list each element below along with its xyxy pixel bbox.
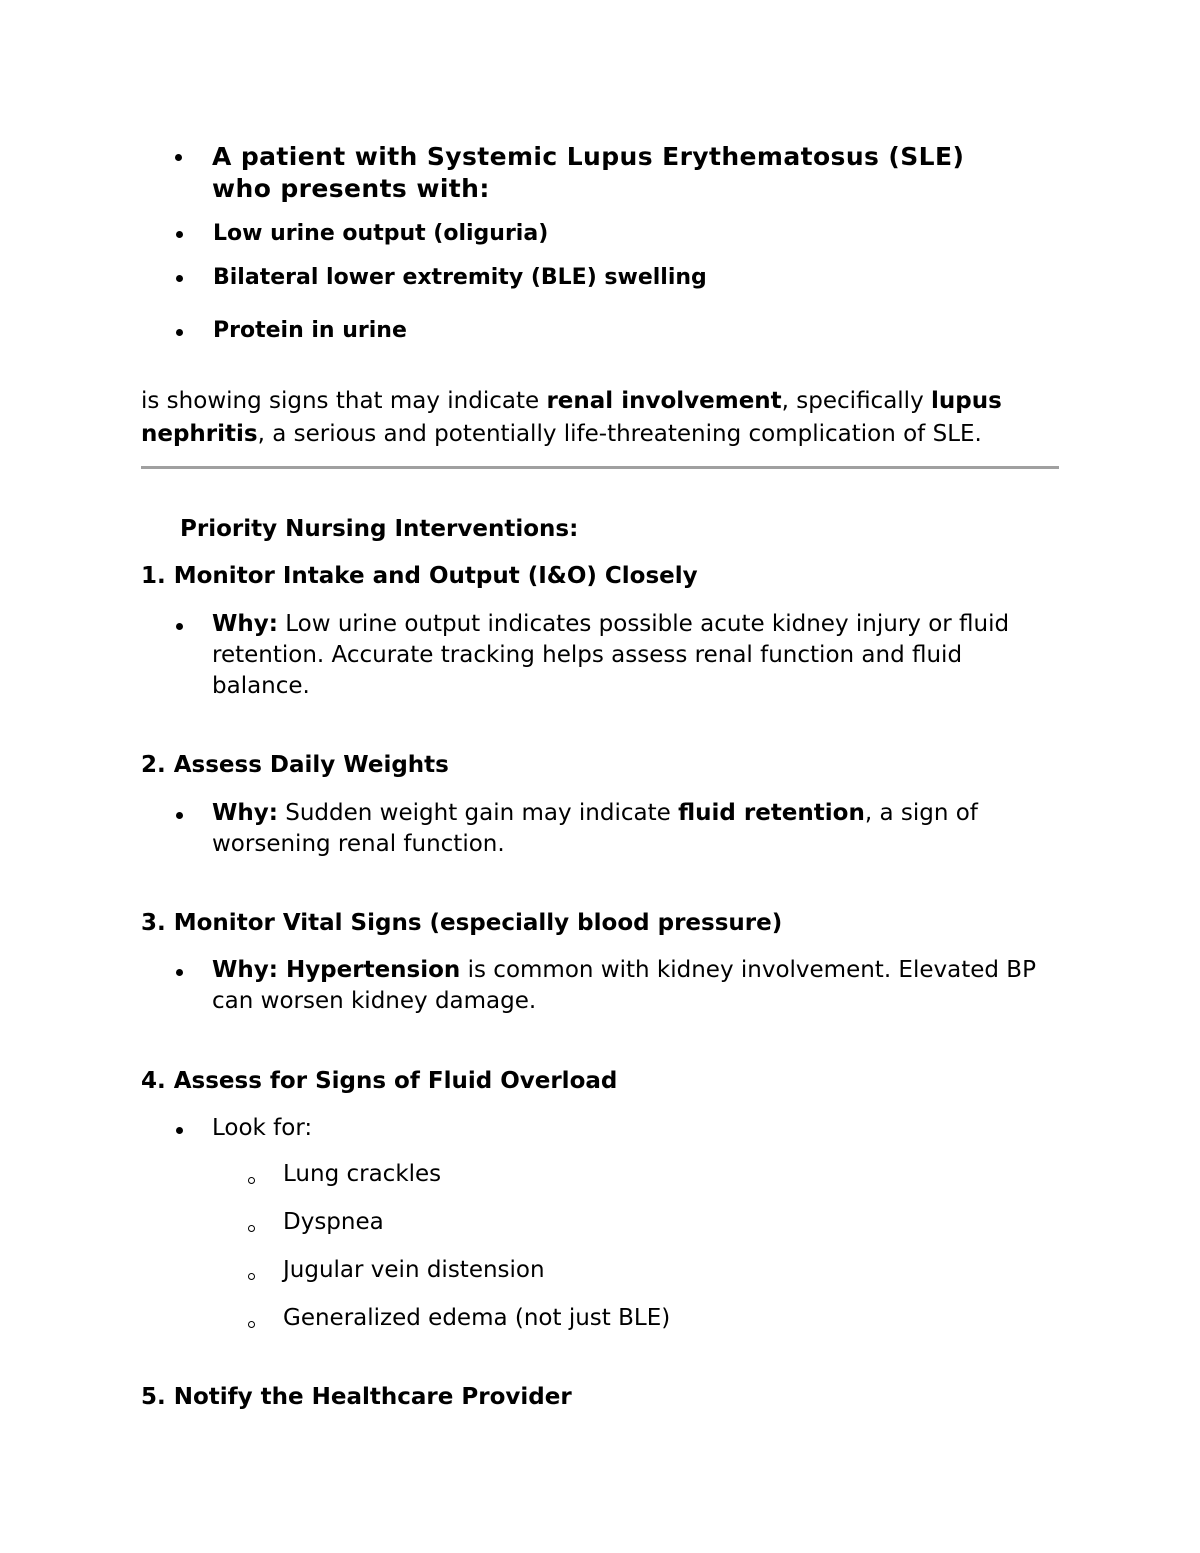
intervention-2-line1 (212, 800, 978, 826)
intervention-heading-5: 5. Notify the Healthcare Provider (141, 1384, 572, 1410)
why-label: Why: (212, 800, 278, 826)
intro-heading-line1: A patient with Systemic Lupus Erythematosus (SLE) (212, 142, 965, 171)
intervention-heading-3: 3. Monitor Vital Signs (especially blood pressure) (141, 910, 783, 936)
bullet-icon (176, 329, 183, 336)
sub-bullet-icon (248, 1177, 255, 1184)
bullet-icon (176, 231, 183, 238)
intervention-heading-4: 4. Assess for Signs of Fluid Overload (141, 1068, 618, 1094)
intervention-1-line2: retention. Accurate tracking helps assess renal function and fluid (212, 642, 963, 668)
bullet-icon (176, 623, 183, 630)
summary-bold-lupus: lupus (931, 388, 1002, 414)
sub-bullet-icon (248, 1225, 255, 1232)
sub-bullet-icon (248, 1321, 255, 1328)
sign-item: Generalized edema (not just BLE) (283, 1305, 671, 1331)
summary-text: , a serious and potentially life-threatening complication of SLE. (257, 421, 982, 447)
intro-heading-line2: who presents with: (212, 174, 490, 203)
intervention-heading-1: 1. Monitor Intake and Output (I&O) Closely (141, 563, 698, 589)
intervention-1-line3: balance. (212, 673, 310, 699)
interventions-title: Priority Nursing Interventions: (180, 516, 579, 542)
summary-bold-renal: renal involvement (546, 388, 782, 414)
sign-item: Lung crackles (283, 1161, 442, 1187)
summary-text: is showing signs that may indicate (141, 388, 547, 414)
bullet-icon (176, 969, 183, 976)
why-bold-text: Hypertension (277, 957, 461, 983)
intervention-1-line1 (212, 611, 1009, 637)
summary-bold-nephritis: nephritis (141, 421, 258, 447)
why-text: Sudden weight gain may indicate (277, 800, 679, 826)
summary-line1 (141, 388, 1002, 414)
finding-item: Bilateral lower extremity (BLE) swelling (213, 265, 707, 290)
intervention-3-line1 (212, 957, 1036, 983)
bullet-icon (176, 1127, 183, 1134)
intervention-2-line2: worsening renal function. (212, 831, 505, 857)
bullet-icon (176, 812, 183, 819)
why-label: Why: (212, 957, 278, 983)
summary-text: , specifically (781, 388, 931, 414)
why-label: Why: (212, 611, 278, 637)
sub-bullet-icon (248, 1273, 255, 1280)
finding-item: Protein in urine (213, 318, 407, 343)
why-text: Low urine output indicates possible acute kidney injury or fluid (277, 611, 1010, 637)
why-text: , a sign of (864, 800, 978, 826)
horizontal-divider (141, 466, 1059, 469)
bullet-icon (175, 154, 182, 161)
look-for-label: Look for: (212, 1115, 313, 1141)
why-bold-text: fluid retention (678, 800, 865, 826)
bullet-icon (176, 275, 183, 282)
finding-item: Low urine output (oliguria) (213, 221, 549, 246)
intervention-heading-2: 2. Assess Daily Weights (141, 752, 449, 778)
sign-item: Dyspnea (283, 1209, 384, 1235)
why-text: is common with kidney involvement. Elevated BP (460, 957, 1036, 983)
summary-line2 (141, 421, 982, 447)
sign-item: Jugular vein distension (283, 1257, 545, 1283)
intervention-3-line2: can worsen kidney damage. (212, 988, 537, 1014)
